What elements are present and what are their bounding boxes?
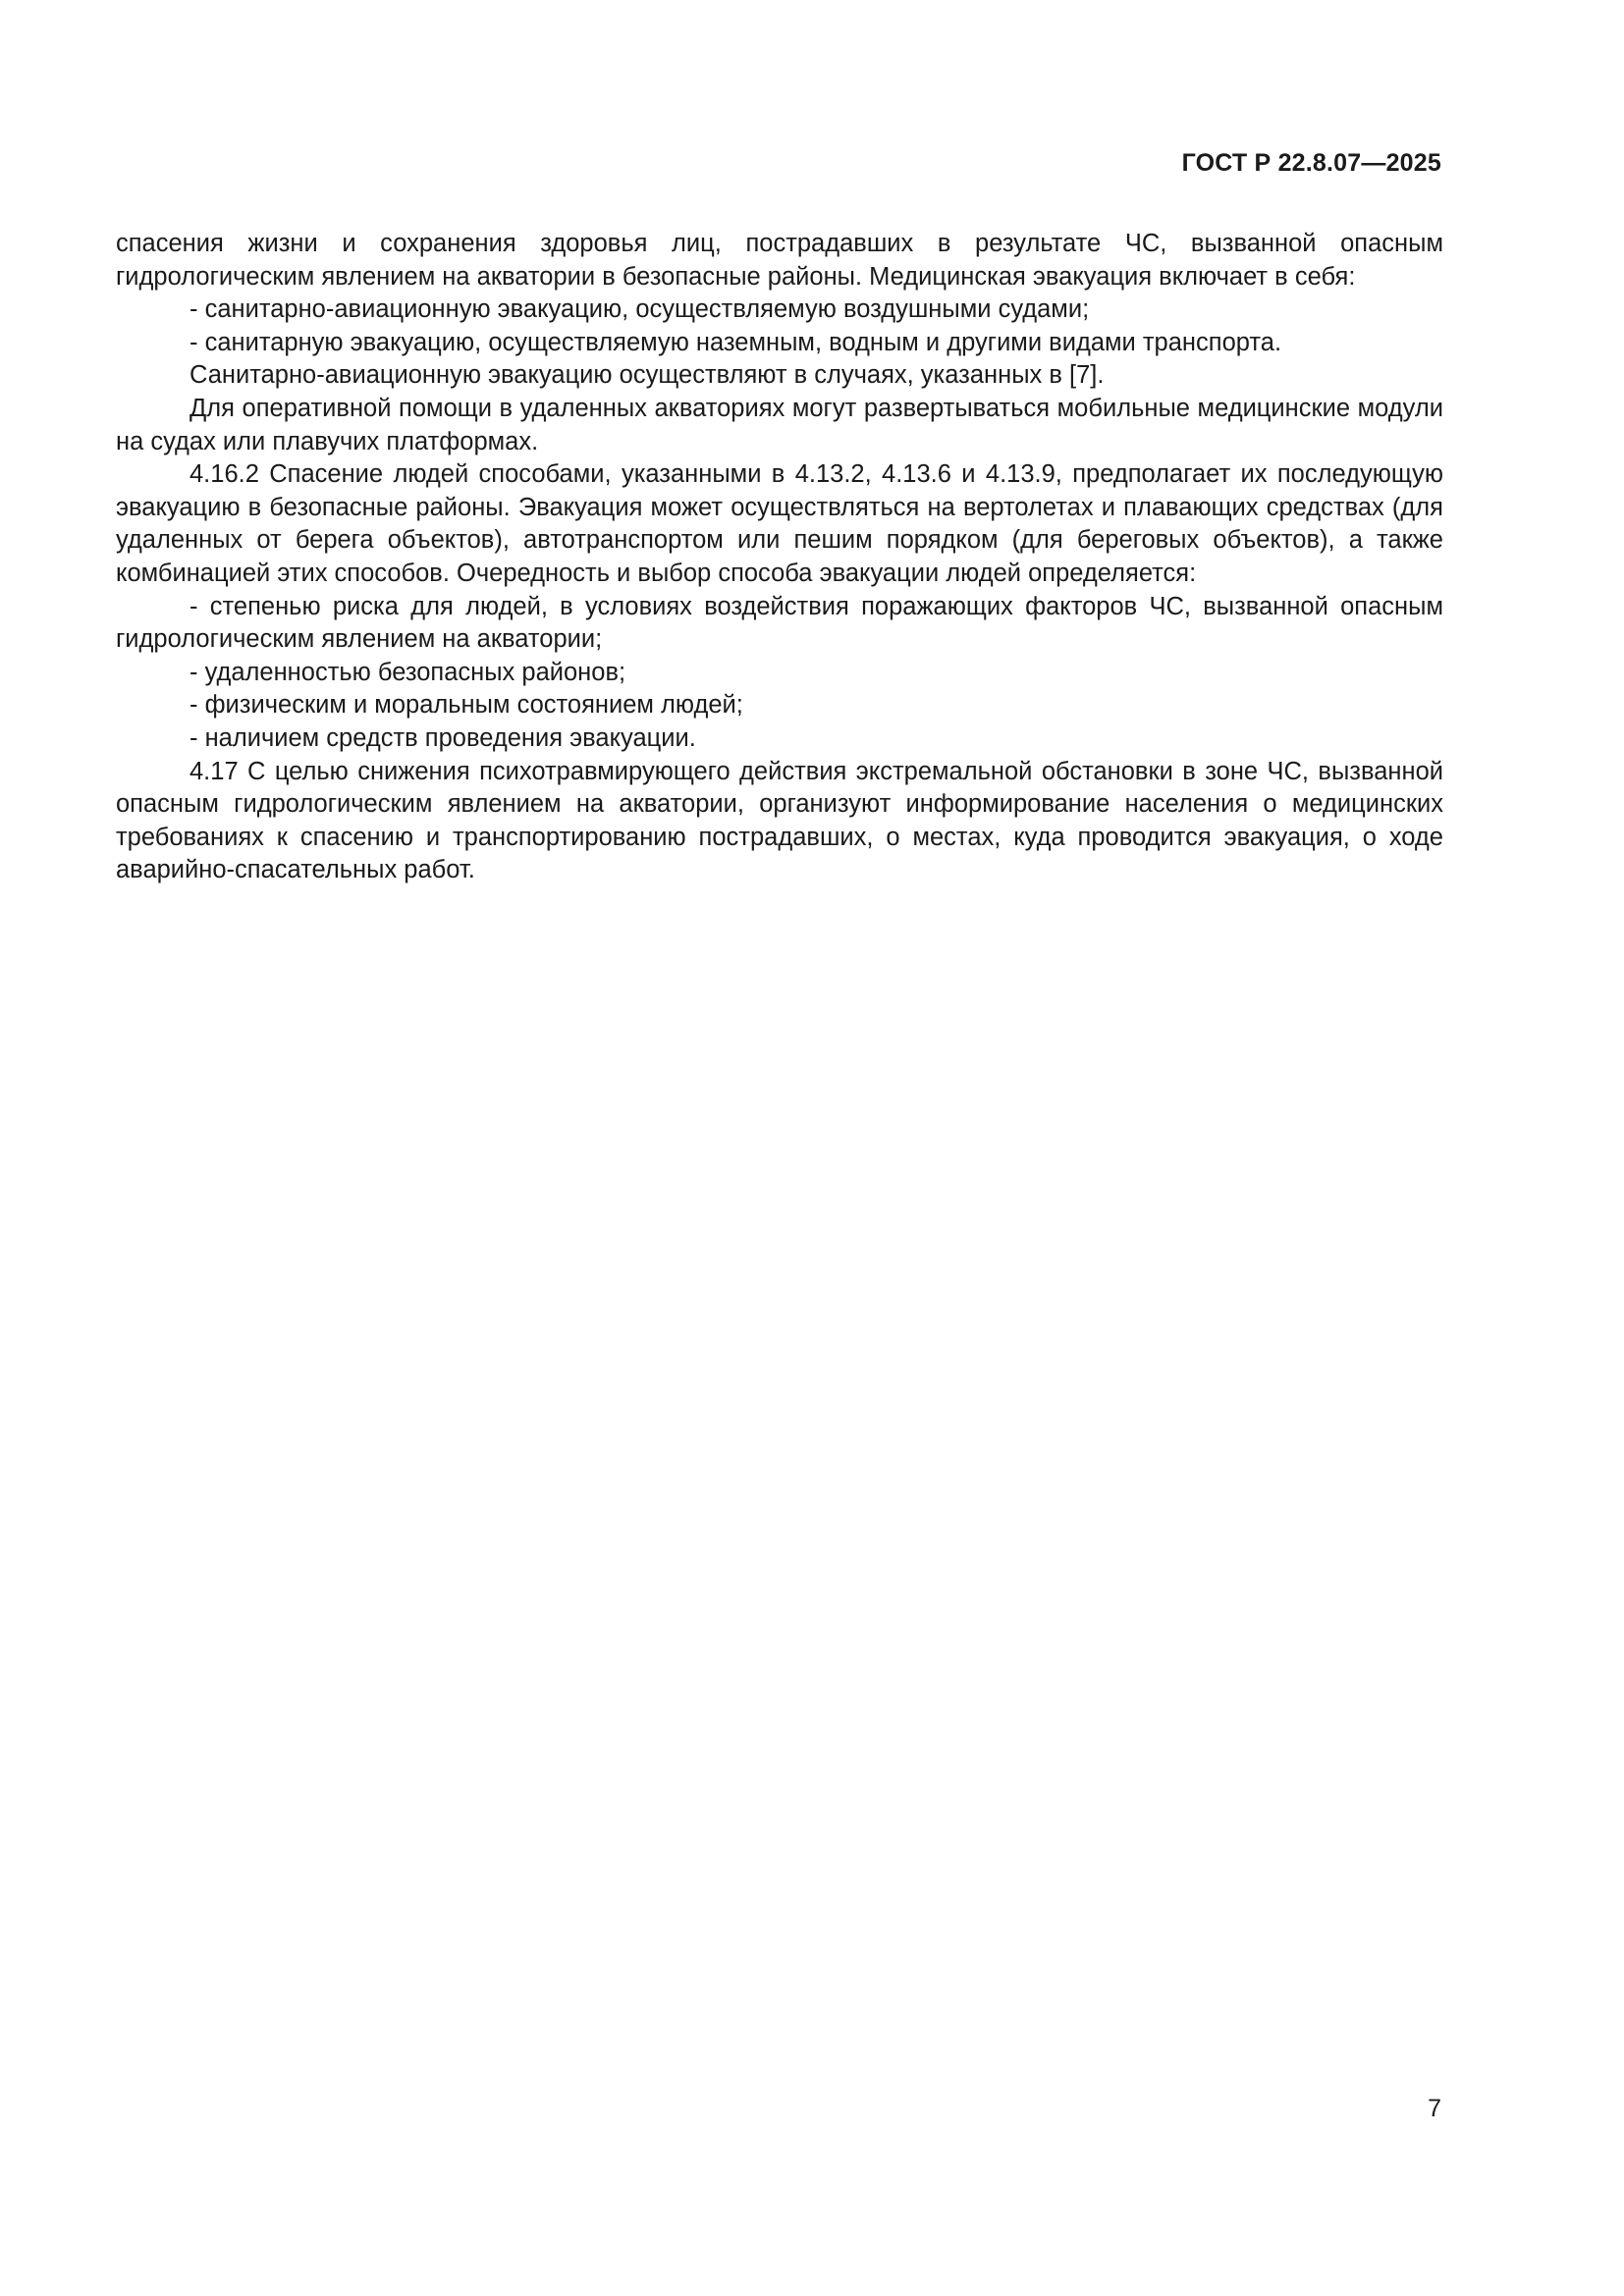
paragraph-mobile-modules: Для оперативной помощи в удаленных акваториях могут развертываться мобильные медицинские модули на судах или плавучих платформах. [116, 394, 1443, 455]
paragraph-4-17: 4.17 С целью снижения психотравмирующего действия экстремальной обстановки в зоне ЧС, вызванной опасным гидрологическим явлением на акватории, организуют информирование населения о медицинских требованиях к спасению и транспортированию пострадавших, о местах, куда проводится эвакуация, о ходе аварийно-спасательных работ. [116, 757, 1443, 884]
document-body [116, 228, 1443, 887]
list-item-ground-evacuation: - санитарную эвакуацию, осуществляемую наземным, водным и другими видами транспорта. [189, 328, 1282, 356]
list-item-risk-degree: - степенью риска для людей, в условиях воздействия поражающих факторов ЧС, вызванной опасным гидрологическим явлением на акватории; [116, 592, 1443, 654]
list-item-condition: - физическим и моральным состоянием людей; [189, 691, 743, 720]
page-number: 7 [1428, 2095, 1441, 2122]
paragraph-4-16-2: 4.16.2 Спасение людей способами, указанными в 4.13.2, 4.13.6 и 4.13.9, предполагает их последующую эвакуацию в безопасные районы. Эвакуация может осуществляться на вертолетах и плавающих средствах (для удаленных от берега объектов), автотранспортом или пешим порядком (для береговых объектов), а также комбинацией этих способов. Очередность и выбор способа эвакуации людей определяется: [116, 460, 1443, 587]
paragraph-air-evacuation-cases: Санитарно-авиационную эвакуацию осуществляют в случаях, указанных в [7]. [189, 361, 1105, 390]
paragraph-evacuation-intro: спасения жизни и сохранения здоровья лиц, пострадавших в результате ЧС, вызванной опасным гидрологическим явлением на акватории в безопасные районы. Медицинская эвакуация включает в себя: [116, 230, 1443, 291]
document-code: ГОСТ Р 22.8.07—2025 [1181, 149, 1441, 177]
list-item-remoteness: - удаленностью безопасных районов; [189, 658, 626, 686]
list-item-air-evacuation: - санитарно-авиационную эвакуацию, осуществляемую воздушными судами; [189, 295, 1090, 324]
list-item-means: - наличием средств проведения эвакуации. [189, 723, 696, 752]
